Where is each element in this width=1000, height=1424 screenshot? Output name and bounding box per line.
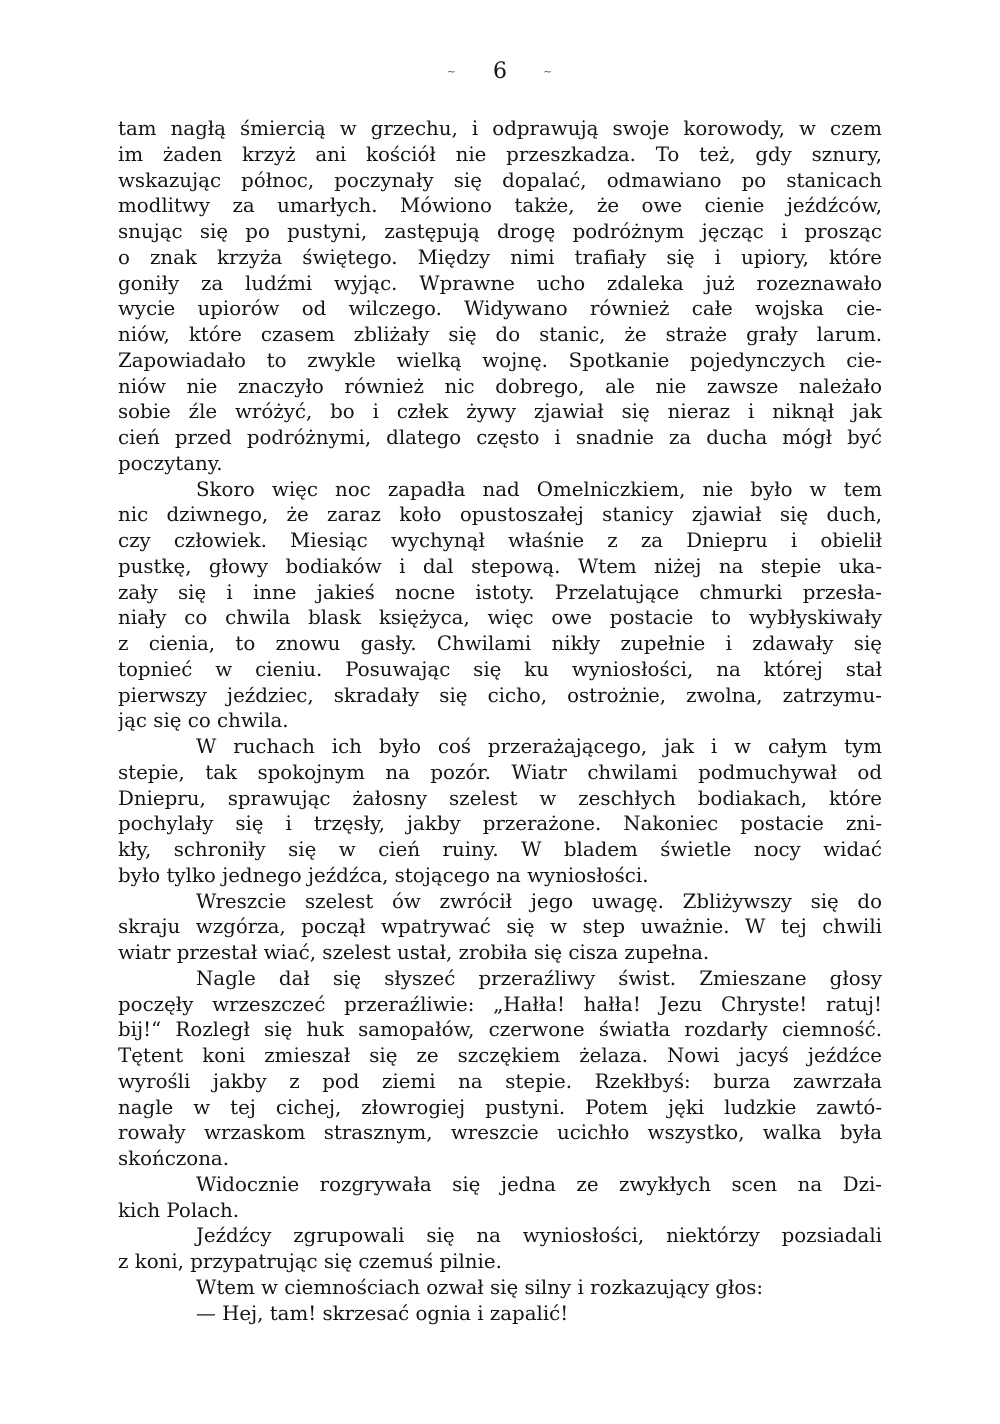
text-line: goniły za ludźmi wyjąc. Wprawne ucho zdaleka już rozeznawało — [118, 271, 882, 295]
text-line: niów, które czasem zbliżały się do stanic, że straże grały larum. — [118, 323, 882, 346]
text-line: Widocznie rozgrywała się jedna ze zwykłych scen na Dzi- — [196, 1172, 882, 1196]
text-line: pierwszy jeździec, skradały się cicho, ostrożnie, zwolna, zatrzymu- — [118, 683, 882, 707]
text-line: niały co chwila blask księżyca, więc owe postacie to wybłyskiwały — [118, 606, 882, 630]
header-ornament-left: ~ — [446, 65, 457, 78]
text-line: im żaden krzyż ani kościół nie przeszkadza. To też, gdy sznury, — [118, 142, 882, 166]
text-line: wiatr przestał wiać, szelest ustał, zrobiła się cisza zupełna. — [118, 941, 710, 964]
text-line: pustkę, głowy bodiaków i dal stepową. Wtem niżej na stepie uka- — [118, 554, 882, 578]
text-line: z cienia, to znowu gasły. Chwilami nikły zupełnie i zdawały się — [118, 632, 882, 655]
text-line: sobie źle wróżyć, bo i człek żywy zjawiał się nieraz i niknął jak — [118, 400, 882, 424]
text-line: zały się i inne jakieś nocne istoty. Przelatujące chmurki przesła- — [118, 580, 882, 604]
text-line: skraju wzgórza, począł wpatrywać się w step uważnie. W tej chwili — [118, 915, 882, 939]
text-line: poczytany. — [118, 451, 223, 475]
text-line: snując się po pustyni, zastępują drogę podróżnym jęcząc i prosząc — [118, 220, 882, 243]
text-line: Wreszcie szelest ów zwrócił jego uwagę. Zbliżywszy się do — [196, 889, 882, 913]
text-line: Dniepru, sprawując żałosny szelest w zeschłych bodiakach, które — [118, 786, 882, 810]
text-line: — Hej, tam! skrzesać ognia i zapalić! — [196, 1301, 569, 1325]
text-line: Tętent koni zmieszał się ze szczękiem żelaza. Nowi jacyś jeźdźce — [118, 1044, 882, 1067]
text-line: było tylko jednego jeźdźca, stojącego na wyniosłości. — [118, 863, 649, 887]
text-line: nagle w tej cichej, złowrogiej pustyni. Potem jęki ludzkie zawtó- — [118, 1095, 882, 1119]
text-line: pochylały się i trzęsły, jakby przerażone. Nakoniec postacie zni- — [118, 812, 882, 836]
text-line: Nagle dał się słyszeć przeraźliwy świst. Zmieszane głosy — [196, 966, 882, 990]
text-line: rowały wrzaskom strasznym, wreszcie ucichło wszystko, walka była — [118, 1121, 882, 1145]
text-body — [118, 116, 882, 1326]
text-line: czy człowiek. Miesiąc wychynął właśnie z za Dniepru i obielił — [118, 529, 882, 552]
text-line: bij!“ Rozległ się huk samopałów, czerwone światła rozdarły ciemność. — [118, 1018, 882, 1042]
text-line: Zapowiadało to zwykle wielką wojnę. Spotkanie pojedynczych cie- — [118, 348, 882, 372]
text-line: nic dziwnego, że zaraz koło opustoszałej stanicy zjawiał się duch, — [118, 503, 882, 527]
text-line: stepie, tak spokojnym na pozór. Wiatr chwilami podmuchywał od — [118, 760, 882, 784]
text-line: wyrośli jakby z pod ziemi na stepie. Rzekłbyś: burza zawrzała — [118, 1069, 882, 1093]
page-header — [0, 60, 1000, 84]
text-line: topnieć w cieniu. Posuwając się ku wyniosłości, na której stał — [118, 657, 882, 681]
text-line: modlitwy za umarłych. Mówiono także, że owe cienie jeźdźców, — [118, 194, 882, 218]
text-line: niów nie znaczyło również nic dobrego, ale nie zawsze należało — [118, 374, 882, 398]
text-line: skończona. — [118, 1147, 230, 1170]
text-line: W ruchach ich było coś przerażającego, jak i w całym tym — [196, 735, 882, 758]
page-number: 6 — [493, 59, 507, 84]
text-line: o znak krzyża świętego. Między nimi trafiały się i upiory, które — [118, 245, 882, 269]
text-line: cień przed podróżnymi, dlatego często i snadnie za ducha mógł być — [118, 426, 882, 449]
text-line: Skoro więc noc zapadła nad Omelniczkiem, nie było w tem — [196, 477, 882, 501]
text-line: poczęły wrzeszczeć przeraźliwie: „Hałła! hałła! Jezu Chryste! ratuj! — [118, 992, 882, 1016]
text-line: tam nagłą śmiercią w grzechu, i odprawują swoje korowody, w czem — [118, 117, 882, 140]
text-line: kły, schroniły się w cień ruiny. W bladem świetle nocy widać — [118, 838, 882, 861]
text-line: jąc się co chwila. — [118, 709, 289, 733]
text-line: wycie upiorów od wilczego. Widywano również całe wojska cie- — [118, 297, 882, 321]
text-line: Jeźdźcy zgrupowali się na wyniosłości, niektórzy pozsiadali — [196, 1224, 882, 1248]
text-line: wskazując północ, poczynały się dopalać, odmawiano po stanicach — [118, 168, 882, 192]
text-line: z koni, przypatrując się czemuś pilnie. — [118, 1250, 502, 1273]
header-ornament-right: ~ — [543, 65, 554, 78]
text-line: Wtem w ciemnościach ozwał się silny i rozkazujący głos: — [196, 1275, 764, 1299]
text-line: kich Polach. — [118, 1198, 240, 1222]
